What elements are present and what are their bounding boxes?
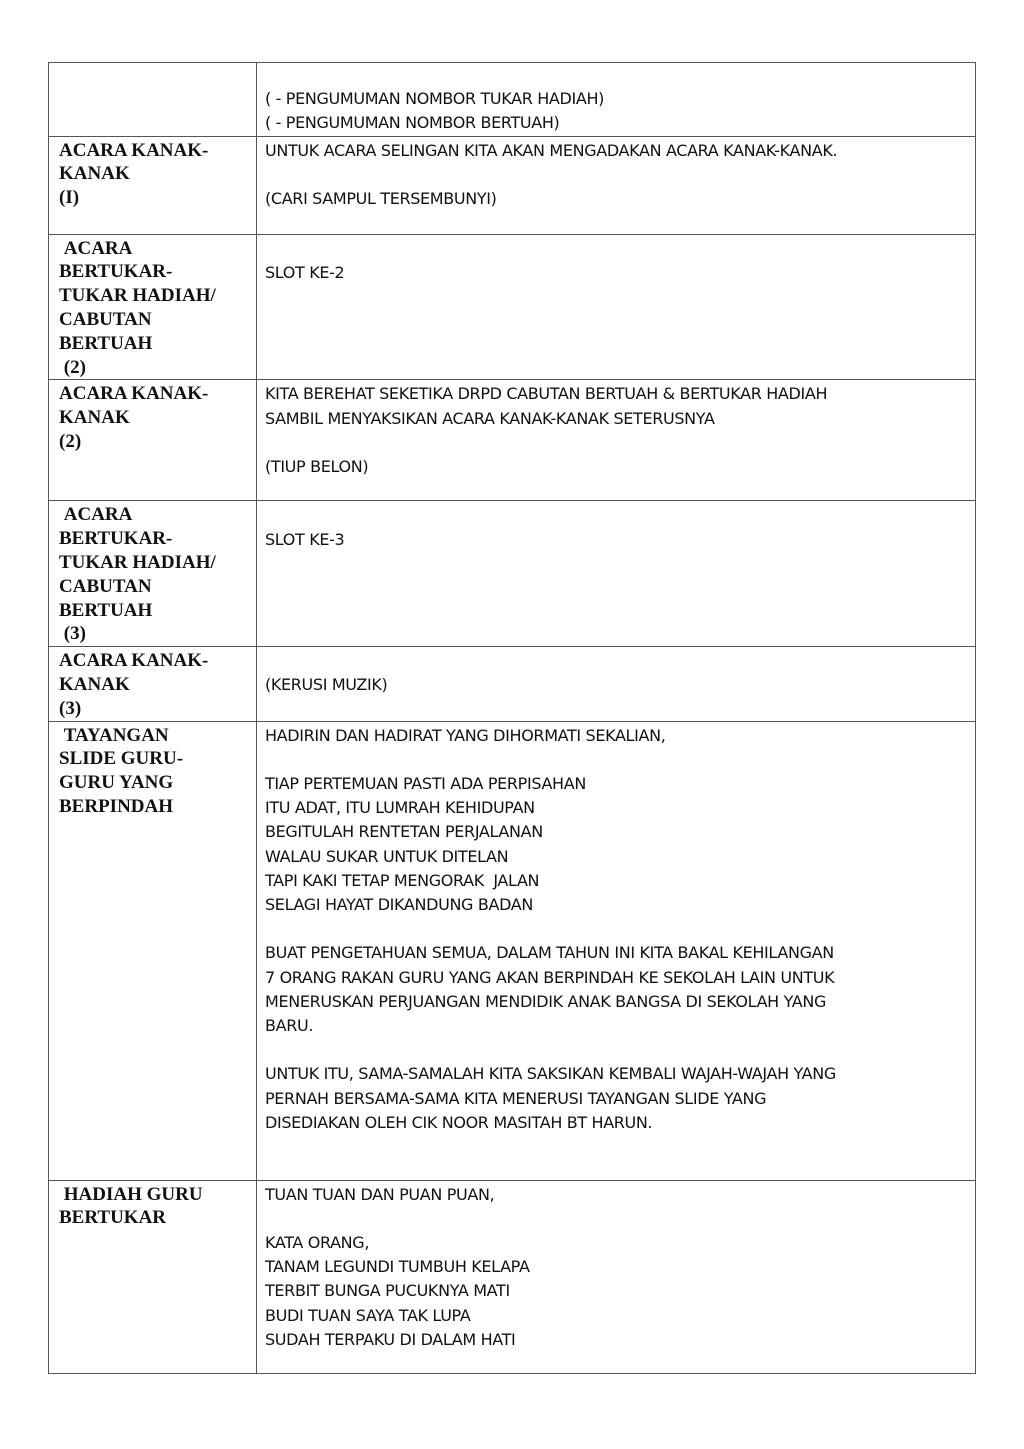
row-label: ACARA BERTUKAR- TUKAR HADIAH/ CABUTAN BERTUAH (2) (59, 237, 216, 378)
table-row (49, 63, 976, 137)
table-row (49, 647, 976, 721)
row-content: HADIRIN DAN HADIRAT YANG DIHORMATI SEKALIAN, TIAP PERTEMUAN PASTI ADA PERPISAHAN ITU ADAT, ITU LUMRAH KEHIDUPAN BEGITULAH RENTETAN PERJALANAN WALAU SUKAR UNTUK DITELAN TAPI KAKI TETAP MENGORAK JALAN SELAGI HAYAT DIKANDUNG BADAN BUAT PENGETAHUAN SEMUA, DALAM TAHUN INI KITA BAKAL KEHILANGAN 7 ORANG RAKAN GURU YANG AKAN BERPINDAH KE SEKOLAH LAIN UNTUK MENERUSKAN PERJUANGAN MENDIDIK ANAK BANGSA DI SEKOLAH YANG BARU. UNTUK ITU, SAMA-SAMALAH KITA SAKSIKAN KEMBALI WAJAH-WAJAH YANG PERNAH BERSAMA-SAMA KITA MENERUSI TAYANGAN SLIDE YANG DISEDIAKAN OLEH CIK NOOR MASITAH BT HARUN. (265, 725, 836, 1132)
row-content-cell (257, 1180, 976, 1373)
row-content: (KERUSI MUZIK) (265, 675, 388, 695)
table-row (49, 234, 976, 380)
row-content: KITA BEREHAT SEKETIKA DRPD CABUTAN BERTUAH & BERTUKAR HADIAH SAMBIL MENYAKSIKAN ACARA KANAK-KANAK SETERUSNYA (TIUP BELON) (265, 384, 828, 476)
row-label-cell (49, 136, 257, 234)
row-content: TUAN TUAN DAN PUAN PUAN, KATA ORANG, TANAM LEGUNDI TUMBUH KELAPA TERBIT BUNGA PUCUKNYA MATI BUDI TUAN SAYA TAK LUPA SUDAH TERPAKU DI DALAM HATI (265, 1184, 530, 1349)
table-row (49, 380, 976, 501)
row-label-cell (49, 721, 257, 1180)
row-content: UNTUK ACARA SELINGAN KITA AKAN MENGADAKAN ACARA KANAK-KANAK. (CARI SAMPUL TERSEMBUNYI) (265, 140, 838, 209)
table-row (49, 721, 976, 1180)
row-content-cell (257, 63, 976, 137)
table-row (49, 1180, 976, 1373)
row-label-cell (49, 380, 257, 501)
row-label-cell (49, 63, 257, 137)
program-table (48, 62, 976, 1374)
row-content: ( - PENGUMUMAN NOMBOR TUKAR HADIAH) ( - PENGUMUMAN NOMBOR BERTUAH) (265, 89, 605, 133)
row-content-cell (257, 647, 976, 721)
row-content-cell (257, 380, 976, 501)
row-content-cell (257, 501, 976, 647)
row-label-cell (49, 501, 257, 647)
row-label: TAYANGAN SLIDE GURU- GURU YANG BERPINDAH (59, 724, 184, 817)
row-label: ACARA KANAK- KANAK (2) (59, 383, 209, 452)
row-content-cell (257, 234, 976, 380)
row-label: ACARA KANAK- KANAK (3) (59, 650, 209, 719)
row-label: HADIAH GURU BERTUKAR (59, 1183, 203, 1229)
row-label (49, 63, 256, 65)
row-label: ACARA KANAK- KANAK (I) (59, 139, 209, 209)
table-row (49, 501, 976, 647)
row-label-cell (49, 234, 257, 380)
row-content: SLOT KE-3 (265, 529, 345, 549)
row-content: SLOT KE-2 (265, 262, 345, 282)
row-label-cell (49, 1180, 257, 1373)
row-label: ACARA BERTUKAR- TUKAR HADIAH/ CABUTAN BERTUAH (3) (59, 504, 216, 645)
row-content-cell (257, 136, 976, 234)
row-content-cell (257, 721, 976, 1180)
row-label-cell (49, 647, 257, 721)
table-row (49, 136, 976, 234)
